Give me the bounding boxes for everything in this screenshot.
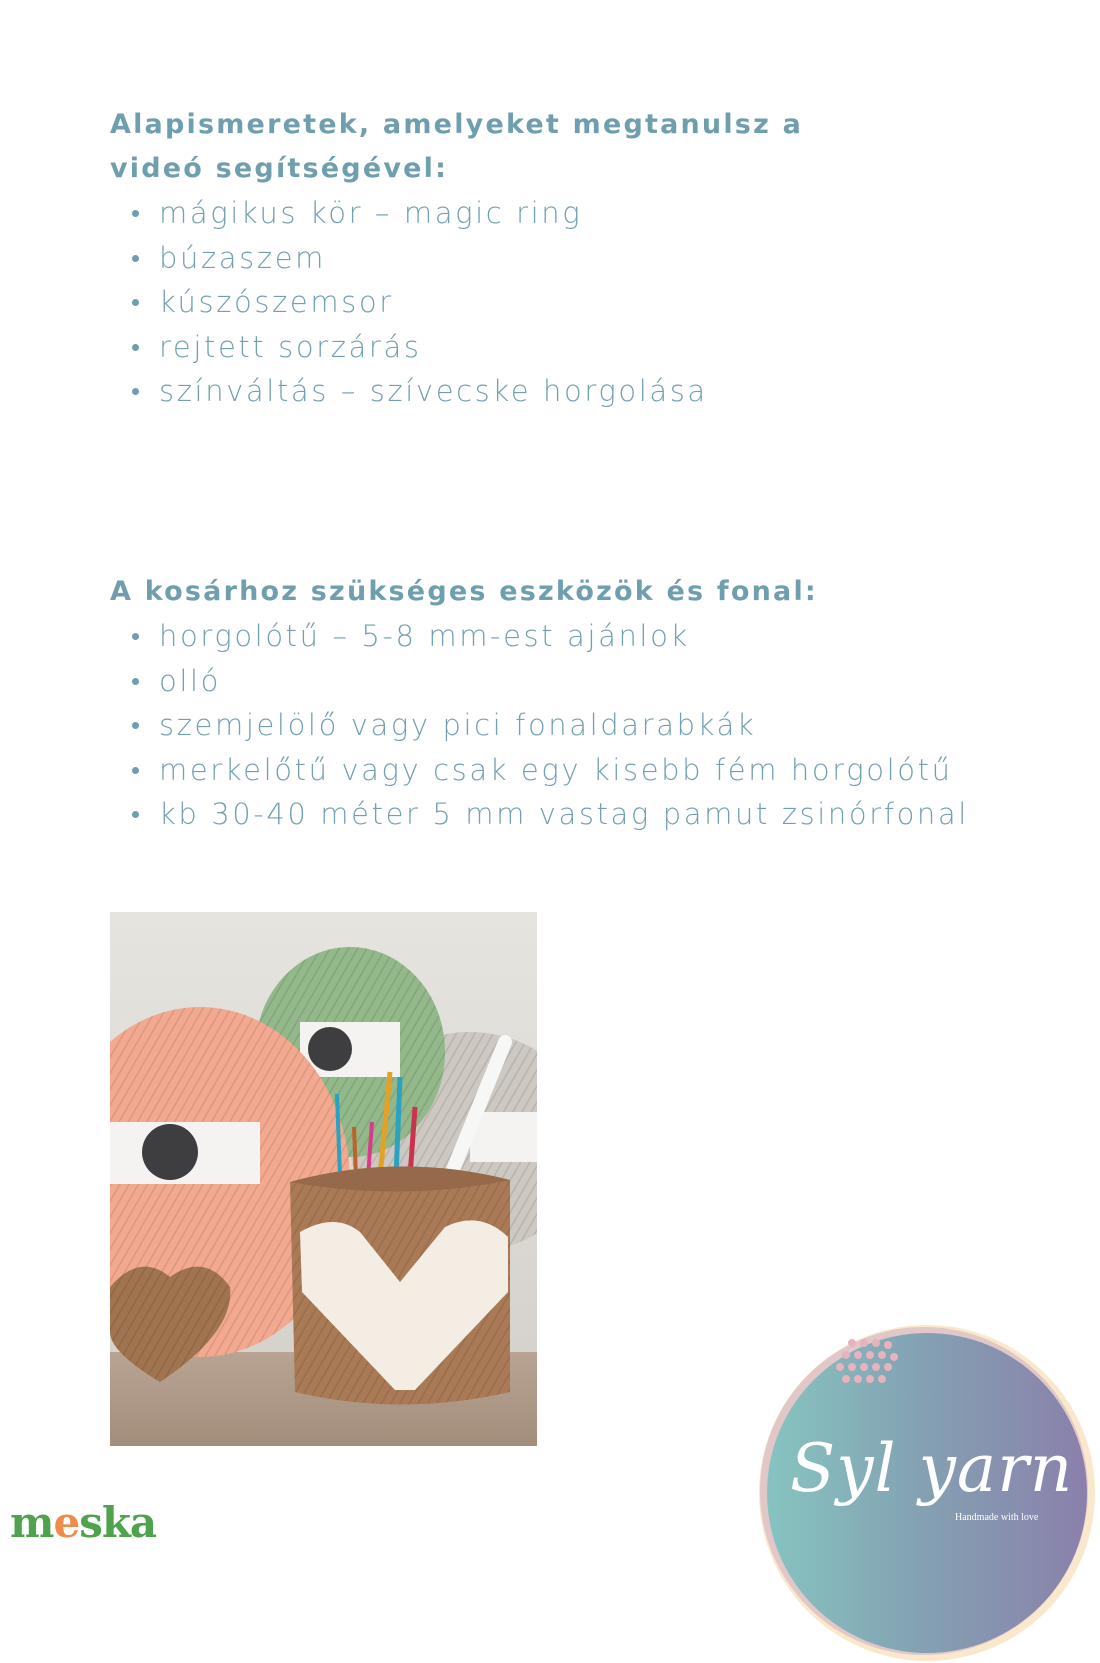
list-item: merkelőtű vagy csak egy kisebb fém horgolótű: [132, 748, 969, 793]
list-item: színváltás – szívecske horgolása: [132, 369, 855, 414]
bullet-icon: [132, 722, 139, 729]
basics-heading-line1: Alapismeretek, amelyeket megtanulsz a: [110, 109, 804, 140]
list-item: kúszószemsor: [132, 280, 855, 325]
list-item: szemjelölő vagy pici fonaldarabkák: [132, 703, 969, 748]
list-item: mágikus kör – magic ring: [132, 191, 855, 236]
tools-section: [110, 570, 969, 837]
bullet-icon: [132, 678, 139, 685]
list-item: búzaszem: [132, 236, 855, 281]
list-item: rejtett sorzárás: [132, 325, 855, 370]
basics-section: [110, 103, 855, 414]
tools-list: [110, 614, 969, 837]
bullet-icon: [132, 811, 139, 818]
basics-heading-line2: videó segítségével:: [110, 153, 449, 184]
basics-list: [110, 191, 855, 414]
bullet-icon: [132, 767, 139, 774]
list-item: horgolótű – 5-8 mm-est ajánlok: [132, 614, 969, 659]
basket-photo: [110, 912, 537, 1446]
syl-yarn-tagline: Handmade with love: [955, 1512, 1039, 1523]
bullet-icon: [132, 388, 139, 395]
tools-heading: A kosárhoz szükséges eszközök és fonal:: [110, 576, 818, 607]
meska-logo: meska: [10, 1498, 157, 1547]
list-item: olló: [132, 659, 969, 704]
bullet-icon: [132, 299, 139, 306]
syl-yarn-wordmark: Syl yarn: [790, 1430, 1074, 1507]
list-item: kb 30-40 méter 5 mm vastag pamut zsinórfonal: [132, 792, 969, 837]
bullet-icon: [132, 633, 139, 640]
bullet-icon: [132, 210, 139, 217]
bullet-icon: [132, 344, 139, 351]
basket-yarn-illustration: [110, 912, 537, 1446]
bullet-icon: [132, 255, 139, 262]
